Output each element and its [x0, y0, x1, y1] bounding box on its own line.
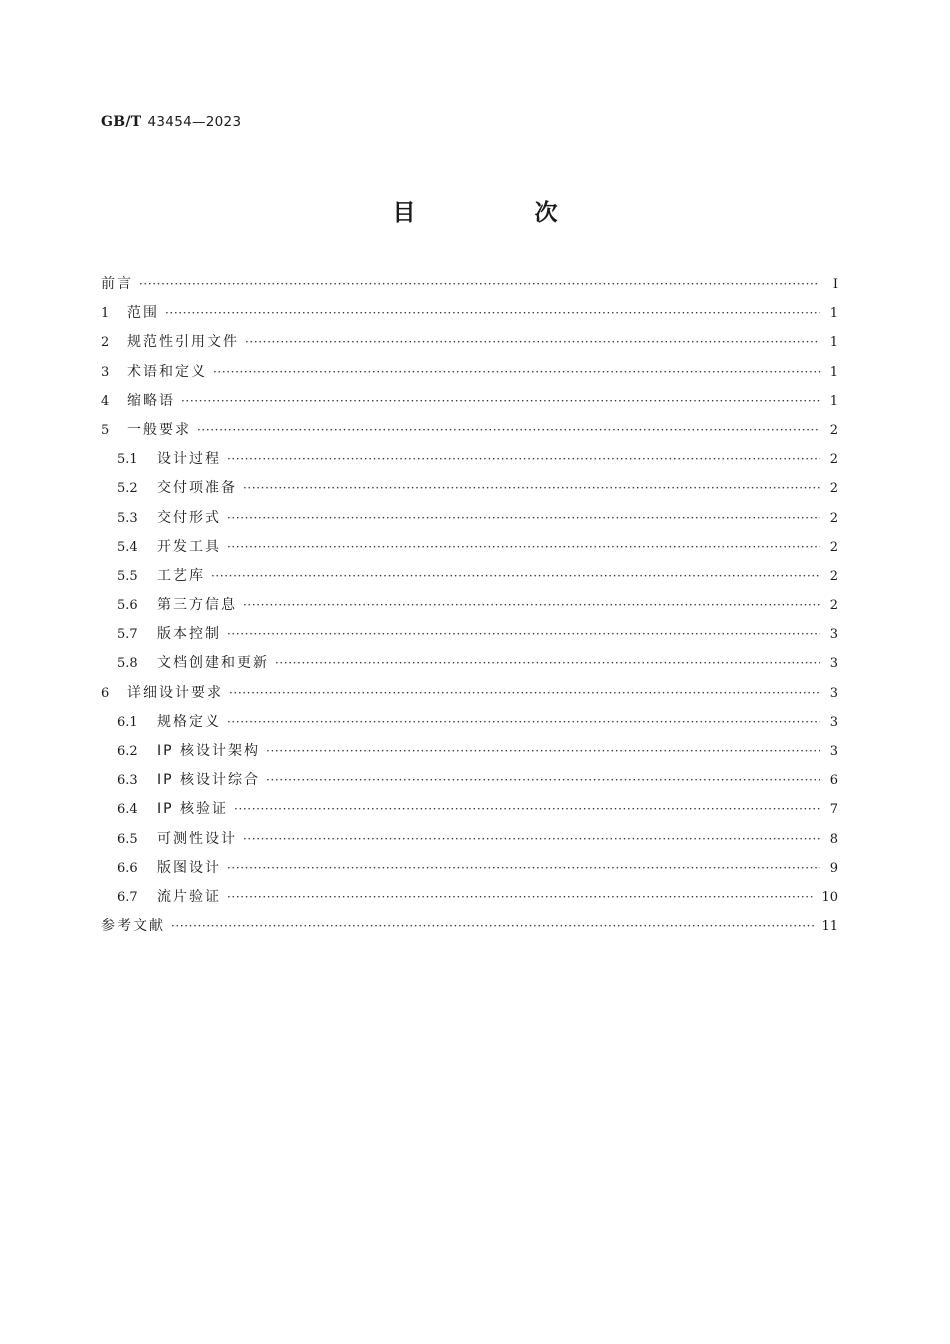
toc-entry[interactable] — [101, 508, 838, 537]
toc-entry-label: 流片验证 — [157, 888, 221, 905]
toc-entry-label: 参考文献 — [101, 918, 165, 935]
toc-dot-leader — [266, 770, 820, 790]
toc-dot-leader — [243, 595, 820, 615]
toc-entry-label: 开发工具 — [157, 538, 221, 555]
toc-entry[interactable] — [101, 858, 838, 887]
toc-entry-page: 1 — [829, 364, 838, 380]
toc-entry-label: 设计过程 — [157, 451, 221, 468]
toc-dot-leader — [211, 566, 820, 586]
toc-entry[interactable] — [101, 653, 838, 682]
toc-dot-leader — [227, 508, 820, 528]
toc-dot-leader — [227, 712, 820, 732]
toc-entry[interactable] — [101, 332, 838, 361]
toc-dot-leader — [197, 420, 820, 440]
toc-dot-leader — [266, 741, 820, 761]
toc-entry-label: 规格定义 — [157, 713, 221, 730]
toc-entry[interactable] — [101, 362, 838, 391]
toc-entry-label: 版图设计 — [157, 859, 221, 876]
toc-entry-label: 交付项准备 — [157, 480, 237, 497]
toc-entry-number: 6 — [101, 685, 110, 701]
toc-entry-label: 版本控制 — [157, 626, 221, 643]
toc-title: 目 次 — [392, 200, 606, 226]
toc-entry-label: 前言 — [101, 276, 133, 292]
toc-entry-label: 规范性引用文件 — [127, 334, 239, 351]
toc-entry[interactable] — [101, 770, 838, 799]
toc-entry-number: 6.5 — [117, 831, 138, 847]
toc-entry[interactable] — [101, 478, 838, 507]
toc-dot-leader — [213, 362, 820, 382]
toc-entry-page: 2 — [829, 422, 838, 438]
toc-entry[interactable] — [101, 449, 838, 478]
standard-code — [101, 114, 241, 130]
toc-entry[interactable] — [101, 887, 838, 916]
toc-entry[interactable] — [101, 799, 838, 828]
toc-entry-number: 6.1 — [117, 714, 138, 730]
toc-entry-label: 第三方信息 — [157, 597, 237, 614]
toc-entry-number: 6.7 — [117, 889, 138, 905]
toc-entry[interactable] — [101, 624, 838, 653]
toc-dot-leader — [229, 683, 820, 703]
toc-entry-page: 1 — [829, 393, 838, 409]
toc-dot-leader — [227, 858, 820, 878]
toc-dot-leader — [243, 829, 820, 849]
toc-entry-label: 可测性设计 — [157, 830, 237, 847]
toc-entry-number: 6.3 — [117, 773, 138, 789]
toc-entry-page: 8 — [829, 831, 838, 847]
toc-entry-label: IP 核设计架构 — [157, 743, 261, 759]
toc-entry-page: 3 — [829, 744, 838, 759]
toc-entry-label: IP 核设计综合 — [157, 772, 261, 789]
toc-entry-page: 2 — [829, 510, 838, 526]
toc-entry-page: 2 — [829, 568, 838, 584]
toc-entry-number: 6.6 — [117, 860, 138, 876]
toc-entry-page: 11 — [821, 919, 838, 935]
toc-entry-label: 详细设计要求 — [127, 684, 223, 701]
toc-entry-page: 2 — [829, 539, 838, 555]
toc-entry-number: 4 — [101, 393, 110, 409]
toc-entry-number: 5.2 — [117, 481, 138, 497]
toc-entry[interactable] — [101, 274, 838, 303]
toc-entry-page: 3 — [829, 714, 838, 730]
toc-entry[interactable] — [101, 537, 838, 566]
toc-entry-number: 5.5 — [117, 568, 138, 584]
toc-entry[interactable] — [101, 916, 838, 945]
toc-entry-number: 5.7 — [117, 627, 138, 643]
toc-entry[interactable] — [101, 391, 838, 420]
standard-prefix: GB/T — [101, 114, 142, 130]
toc-entry-page: 1 — [829, 306, 838, 322]
toc-entry-number: 6.4 — [117, 802, 138, 818]
toc-entry-page: 2 — [829, 452, 838, 468]
toc-dot-leader — [243, 478, 820, 498]
toc-entry-page: 3 — [829, 685, 838, 701]
toc-entry-page: 3 — [829, 656, 838, 672]
toc-entry-number: 6.2 — [117, 744, 138, 759]
toc-entry-number: 5.8 — [117, 656, 138, 672]
toc-entry[interactable] — [101, 303, 838, 332]
toc-entry-label: 一般要求 — [127, 421, 191, 438]
toc-entry-page: Ⅰ — [832, 277, 838, 292]
toc-entry-number: 5 — [101, 422, 110, 438]
toc-entry-page: 6 — [829, 773, 838, 789]
toc-entry-page: 2 — [829, 598, 838, 614]
toc-entry[interactable] — [101, 420, 838, 449]
toc-dot-leader — [227, 449, 820, 469]
toc-dot-leader — [139, 274, 820, 294]
toc-entry-label: 交付形式 — [157, 509, 221, 526]
toc-entry-label: 术语和定义 — [127, 363, 207, 380]
toc-entry[interactable] — [101, 595, 838, 624]
toc-dot-leader — [275, 653, 820, 673]
toc-entry-label: 缩略语 — [127, 392, 175, 409]
toc-dot-leader — [181, 391, 820, 411]
toc-entry-label: IP 核验证 — [157, 801, 229, 818]
toc-dot-leader — [227, 537, 820, 557]
toc-entry-page: 2 — [829, 481, 838, 497]
toc-entry-number: 1 — [101, 306, 110, 322]
toc-entry-number: 5.4 — [117, 539, 138, 555]
toc-entry-page: 1 — [829, 335, 838, 351]
toc-dot-leader — [165, 303, 820, 323]
toc-entry-label: 工艺库 — [157, 567, 205, 584]
toc-entry-number: 5.3 — [117, 510, 138, 526]
toc-entry-page: 10 — [821, 889, 838, 905]
standard-number: 43454—2023 — [147, 114, 242, 130]
toc-entry-page: 7 — [829, 802, 838, 818]
toc-dot-leader — [234, 799, 820, 819]
toc-entry[interactable] — [101, 712, 838, 741]
toc-entry[interactable] — [101, 566, 838, 595]
toc-entry-number: 3 — [101, 364, 110, 380]
toc-entry-label: 范围 — [127, 305, 159, 322]
toc-dot-leader — [227, 624, 820, 644]
toc-entry-number: 5.1 — [117, 452, 138, 468]
toc-entry[interactable] — [101, 741, 838, 770]
toc-entry-number: 5.6 — [117, 598, 138, 614]
toc-entry-page: 3 — [829, 627, 838, 643]
table-of-contents — [101, 274, 838, 945]
toc-entry-page: 9 — [829, 860, 838, 876]
toc-dot-leader — [245, 332, 820, 352]
toc-dot-leader — [171, 916, 815, 936]
toc-entry[interactable] — [101, 829, 838, 858]
toc-entry[interactable] — [101, 683, 838, 712]
toc-entry-label: 文档创建和更新 — [157, 655, 269, 672]
toc-entry-number: 2 — [101, 335, 110, 351]
toc-dot-leader — [227, 887, 815, 907]
